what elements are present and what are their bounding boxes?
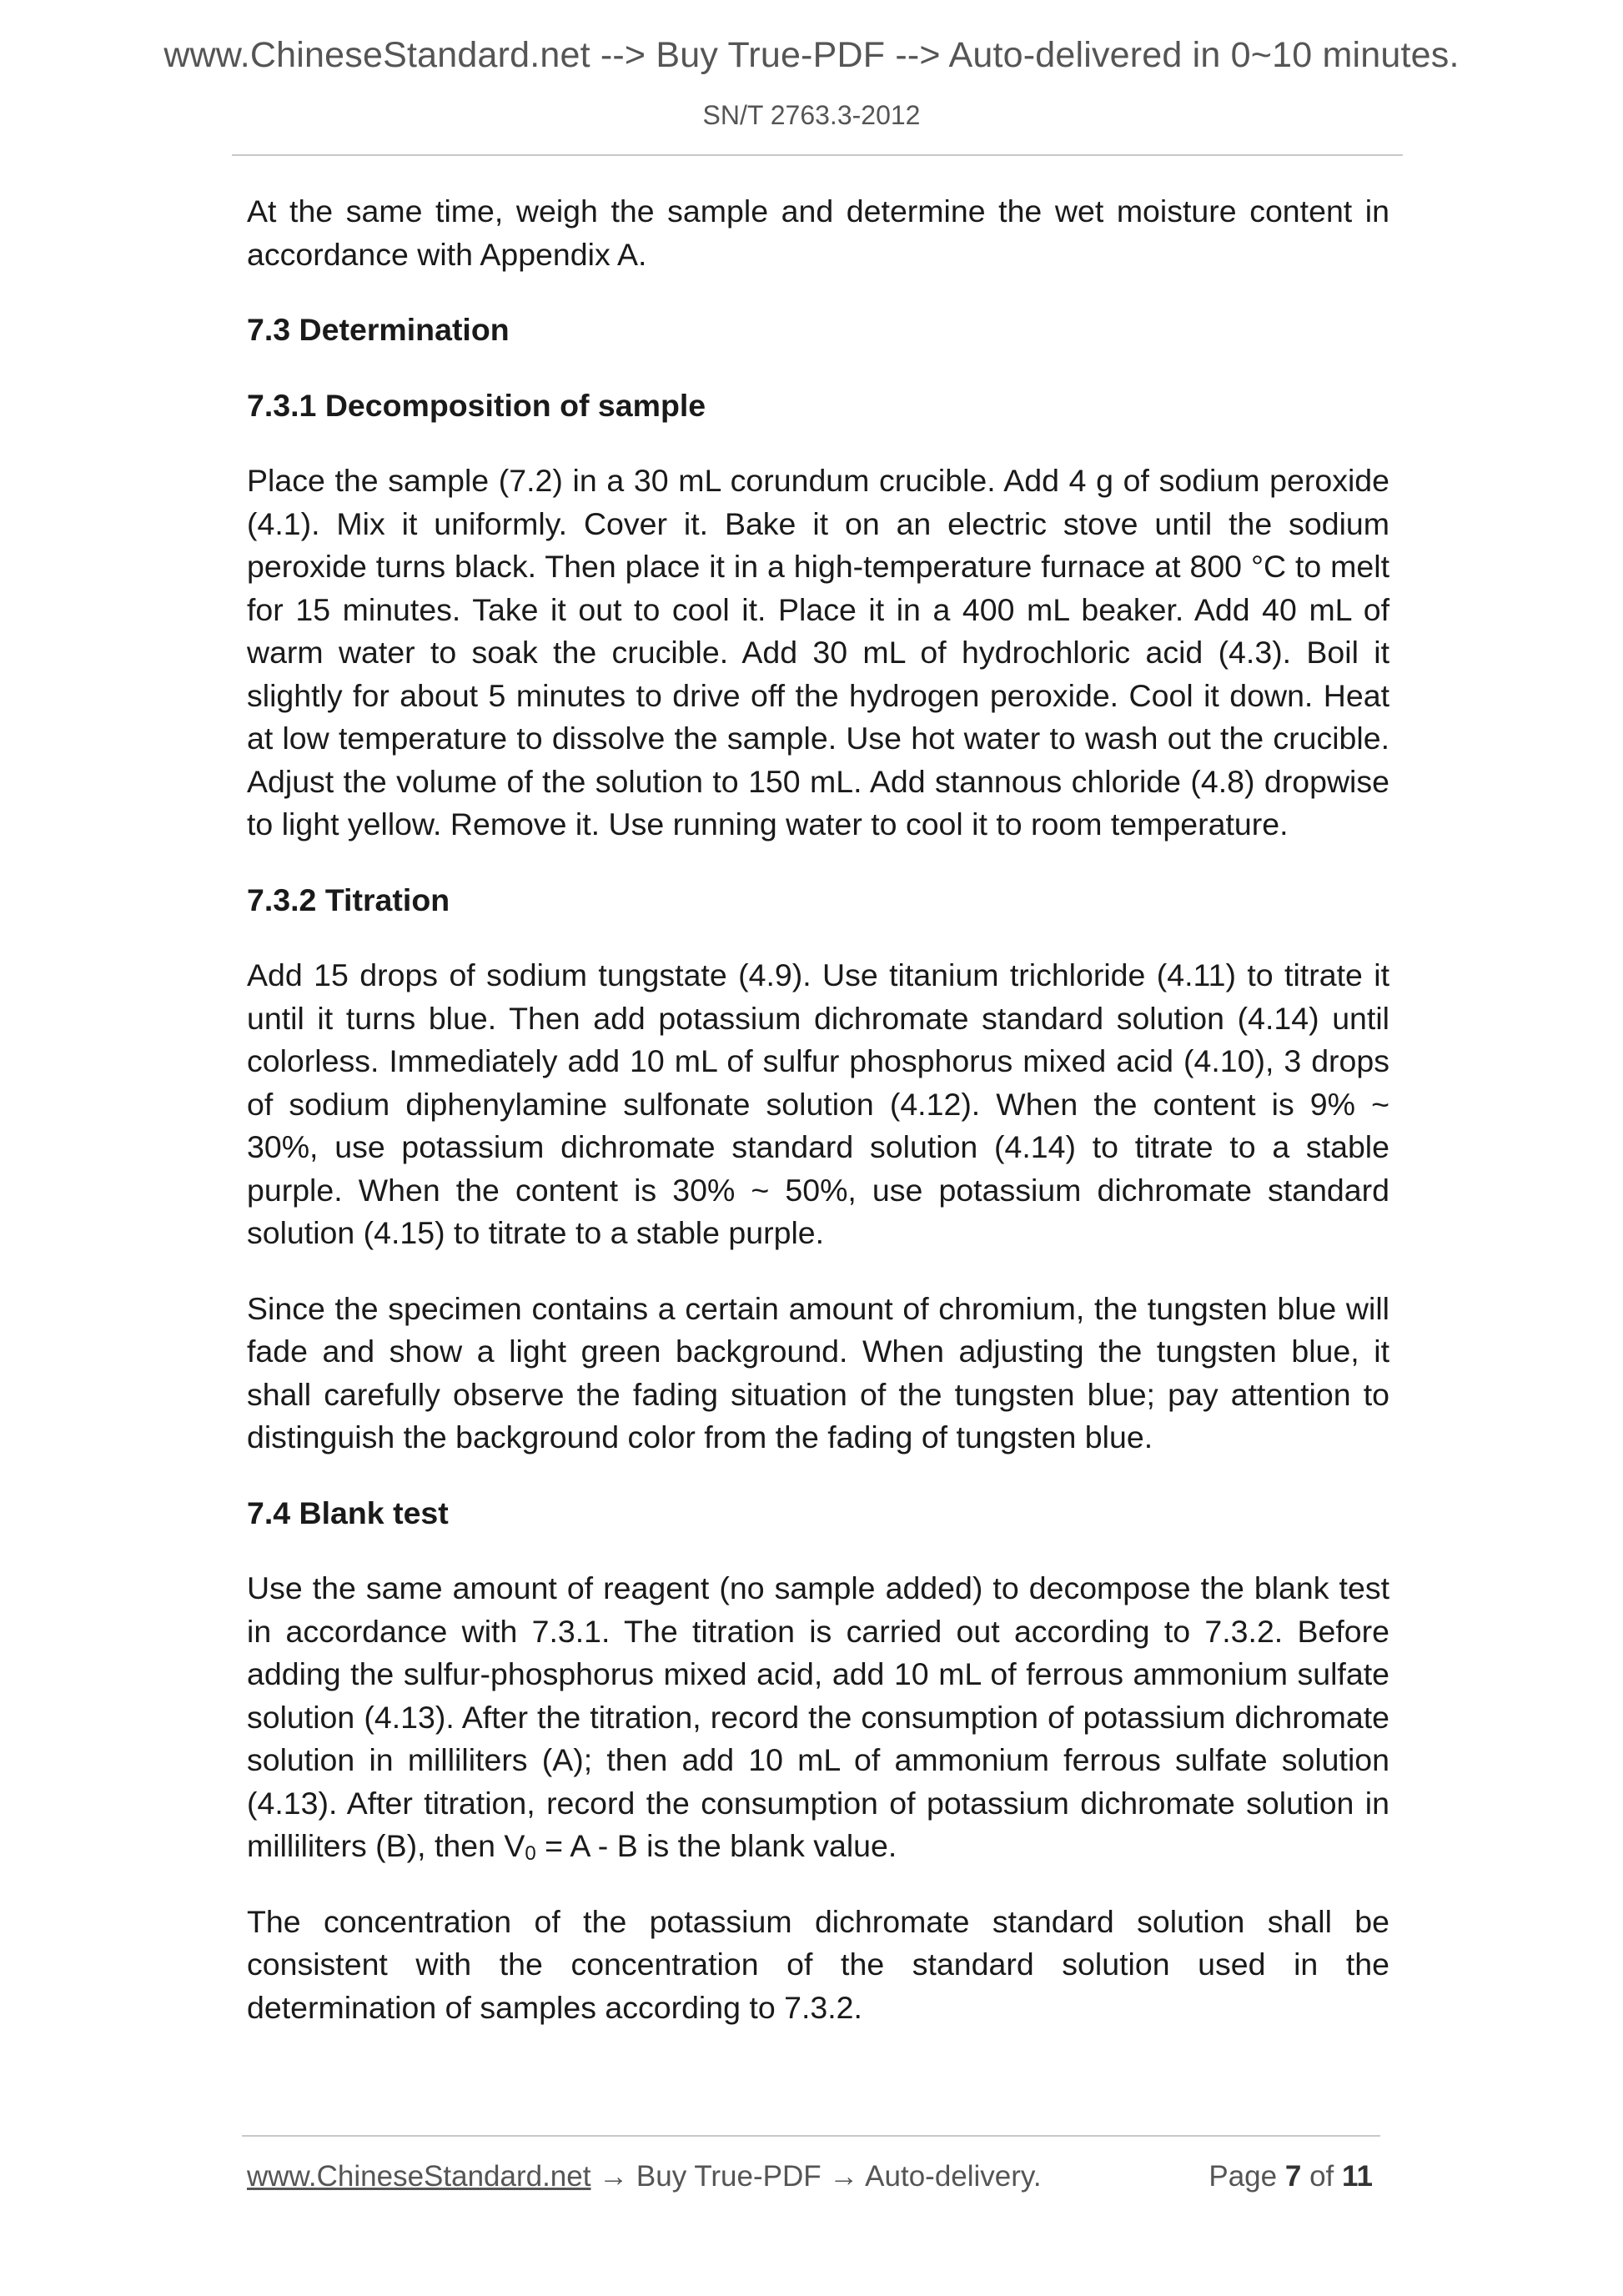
section-heading-7-3-2: 7.3.2 Titration	[247, 882, 450, 917]
intro-paragraph: At the same time, weigh the sample and determine the wet moisture content in accordance with Appendix A.	[247, 193, 1389, 272]
footer-link-tail: → Buy True-PDF → Auto-delivery.	[590, 2160, 1042, 2193]
blank-test-paragraph	[247, 1567, 1389, 1868]
header-divider	[232, 154, 1403, 156]
section-heading-7-3-1: 7.3.1 Decomposition of sample	[247, 387, 706, 423]
standard-code: SN/T 2763.3-2012	[702, 100, 921, 130]
chromium-note-paragraph: Since the specimen contains a certain amount of chromium, the tungsten blue will fade and show a light green background. When adjusting the tungsten blue, it shall carefully observe the fading situation of the tungsten blue; pay attention to distinguish the background color from the fading of tungsten blue.	[247, 1290, 1389, 1454]
footer-divider	[242, 2135, 1380, 2137]
section-heading-7-3: 7.3 Determination	[247, 312, 510, 347]
blank-test-text: Use the same amount of reagent (no sample added) to decompose the blank test in accordance with 7.3.1. The titration is carried out according to 7.3.2. Before adding the sulfur-phosphorus mixed acid, add 10 mL of ferrous ammonium sulfate solution (4.13). After the titration, record the consumption of potassium dichromate solution in milliliters (A); then add 10 mL of ammonium ferrous sulfate solution (4.13). After titration, record the consumption of potassium dichromate solution in milliliters (B), then V	[247, 1570, 1389, 1863]
page-label: Page	[1208, 2160, 1278, 2193]
section-heading-7-4: 7.4 Blank test	[247, 1495, 449, 1530]
page-of: of	[1309, 2160, 1334, 2193]
blank-value-subscript: 0	[525, 1842, 536, 1865]
titration-paragraph: Add 15 drops of sodium tungstate (4.9). Use titanium trichloride (4.11) to titrate it until it turns blue. Then add potassium dichromate standard solution (4.14) until colorless. Immediately add 10 mL of sulfur phosphorus mixed acid (4.10), 3 drops of sodium diphenylamine sulfonate solution (4.12). When the content is 9% ~ 30%, use potassium dichromate standard solution (4.14) to titrate to a stable purple. When the content is 30% ~ 50%, use potassium dichromate standard solution (4.15) to titrate to a stable purple.	[247, 957, 1389, 1250]
source-banner[interactable]: www.ChineseStandard.net --> Buy True-PDF --> Auto-delivered in 0~10 minutes.	[163, 35, 1460, 75]
decomposition-paragraph: Place the sample (7.2) in a 30 mL corundum crucible. Add 4 g of sodium peroxide (4.1). Mix it uniformly. Cover it. Bake it on an electric stove until the sodium peroxide turns black. Then place it in a high-temperature furnace at 800 °C to melt for 15 minutes. Take it out to cool it. Place it in a 400 mL beaker. Add 40 mL of warm water to soak the crucible. Add 30 mL of hydrochloric acid (4.3). Boil it slightly for about 5 minutes to drive off the hydrogen peroxide. Cool it down. Heat at low temperature to dissolve the sample. Use hot water to wash out the crucible. Adjust the volume of the solution to 150 mL. Add stannous chloride (4.8) dropwise to light yellow. Remove it. Use running water to cool it to room temperature.	[247, 463, 1389, 842]
footer-source	[247, 2160, 1042, 2193]
blank-test-text-tail: = A - B is the blank value.	[535, 1828, 897, 1863]
concentration-paragraph: The concentration of the potassium dichromate standard solution shall be consistent with the concentration of the standard solution used in the determination of samples according to 7.3.2.	[247, 1903, 1389, 2025]
page-current: 7	[1284, 2160, 1302, 2193]
document-body	[247, 190, 1389, 2062]
page-total: 11	[1342, 2160, 1373, 2193]
footer-link[interactable]: www.ChineseStandard.net	[247, 2160, 591, 2193]
page-indicator	[1208, 2160, 1373, 2193]
